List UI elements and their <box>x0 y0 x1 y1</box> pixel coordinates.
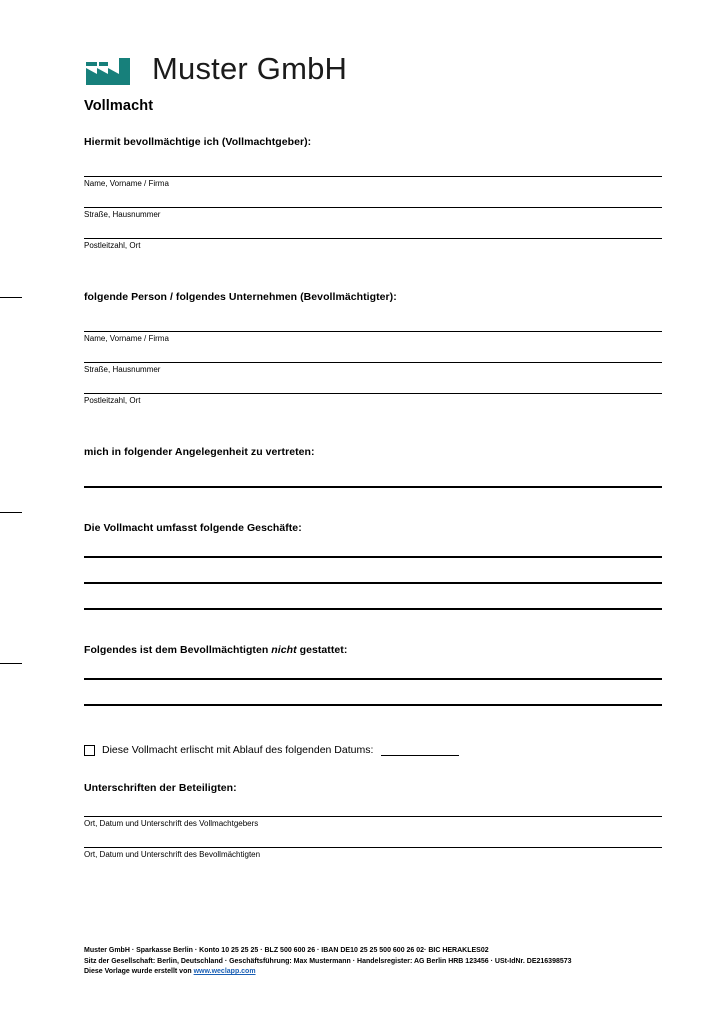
matter-blank-lines[interactable] <box>84 486 662 488</box>
restriction-heading <box>84 644 662 656</box>
signatures-heading: Unterschriften der Beteiligten: <box>84 782 237 794</box>
weclapp-link[interactable]: www.weclapp.com <box>193 968 256 975</box>
attorney-zip-city-label: Postleitzahl, Ort <box>84 396 141 405</box>
attorney-street-field[interactable] <box>84 362 662 375</box>
expiry-checkbox[interactable] <box>84 745 95 756</box>
grantor-zip-city-label: Postleitzahl, Ort <box>84 241 141 250</box>
footer-source-text: Diese Vorlage wurde erstellt von <box>84 968 194 975</box>
blank-line <box>84 704 662 706</box>
blank-line <box>84 582 662 584</box>
matter-heading: mich in folgender Angelegenheit zu vertreten: <box>84 446 315 458</box>
signature-attorney-field[interactable] <box>84 847 662 860</box>
grantor-heading: Hiermit bevollmächtige ich (Vollmachtgeber): <box>84 136 312 148</box>
company-name: Muster GmbH <box>152 51 348 86</box>
restriction-heading-post: gestattet: <box>296 644 348 656</box>
page-footer <box>84 946 662 978</box>
expiry-row[interactable] <box>84 744 662 756</box>
spacer <box>84 634 662 644</box>
spacer <box>84 269 662 291</box>
spacer <box>84 424 662 446</box>
company-header <box>84 40 662 86</box>
blank-line <box>84 486 662 488</box>
scope-blank-lines[interactable] <box>84 556 662 610</box>
attorney-heading: folgende Person / folgendes Unternehmen (Bevollmächtigter): <box>84 291 397 303</box>
page-title: Vollmacht <box>84 98 154 114</box>
spacer <box>84 512 662 522</box>
signature-grantor-field[interactable] <box>84 816 662 829</box>
signature-attorney-label: Ort, Datum und Unterschrift des Bevollmächtigten <box>84 850 261 859</box>
attorney-street-label: Straße, Hausnummer <box>84 365 161 374</box>
grantor-name-label: Name, Vorname / Firma <box>84 179 169 188</box>
attorney-zip-city-field[interactable] <box>84 393 662 406</box>
blank-line <box>84 556 662 558</box>
signature-grantor-label: Ort, Datum und Unterschrift des Vollmachtgebers <box>84 819 259 828</box>
expiry-date-input[interactable] <box>381 744 459 756</box>
page-crop-mark-left-2 <box>0 512 22 513</box>
blank-line <box>84 608 662 610</box>
restriction-heading-emphasis: nicht <box>271 644 297 656</box>
page-crop-mark-left-3 <box>0 663 22 664</box>
footer-line-company: Sitz der Gesellschaft: Berlin, Deutschland · Geschäftsführung: Max Mustermann · Handelsregister: AG Berlin HRB 123456 · USt-IdNr. DE216398573 <box>84 957 572 965</box>
page-crop-mark-left-1 <box>0 297 22 298</box>
footer-line-source <box>84 967 662 978</box>
document-content <box>84 40 662 878</box>
grantor-zip-city-field[interactable] <box>84 238 662 251</box>
attorney-name-label: Name, Vorname / Firma <box>84 334 169 343</box>
factory-logo-icon <box>84 54 152 86</box>
expiry-label: Diese Vollmacht erlischt mit Ablauf des folgenden Datums: <box>102 744 374 756</box>
restriction-blank-lines[interactable] <box>84 678 662 706</box>
attorney-name-field[interactable] <box>84 331 662 344</box>
grantor-street-field[interactable] <box>84 207 662 220</box>
spacer <box>84 730 662 740</box>
footer-line-bank: Muster GmbH · Sparkasse Berlin · Konto 10 25 25 25 · BLZ 500 600 26 · IBAN DE10 25 25 500 600 26 02· BIC HERAKLES02 <box>84 947 489 954</box>
grantor-name-field[interactable] <box>84 176 662 189</box>
restriction-heading-pre: Folgendes ist dem Bevollmächtigten <box>84 644 272 656</box>
grantor-street-label: Straße, Hausnummer <box>84 210 161 219</box>
blank-line <box>84 678 662 680</box>
scope-heading: Die Vollmacht umfasst folgende Geschäfte: <box>84 522 302 534</box>
